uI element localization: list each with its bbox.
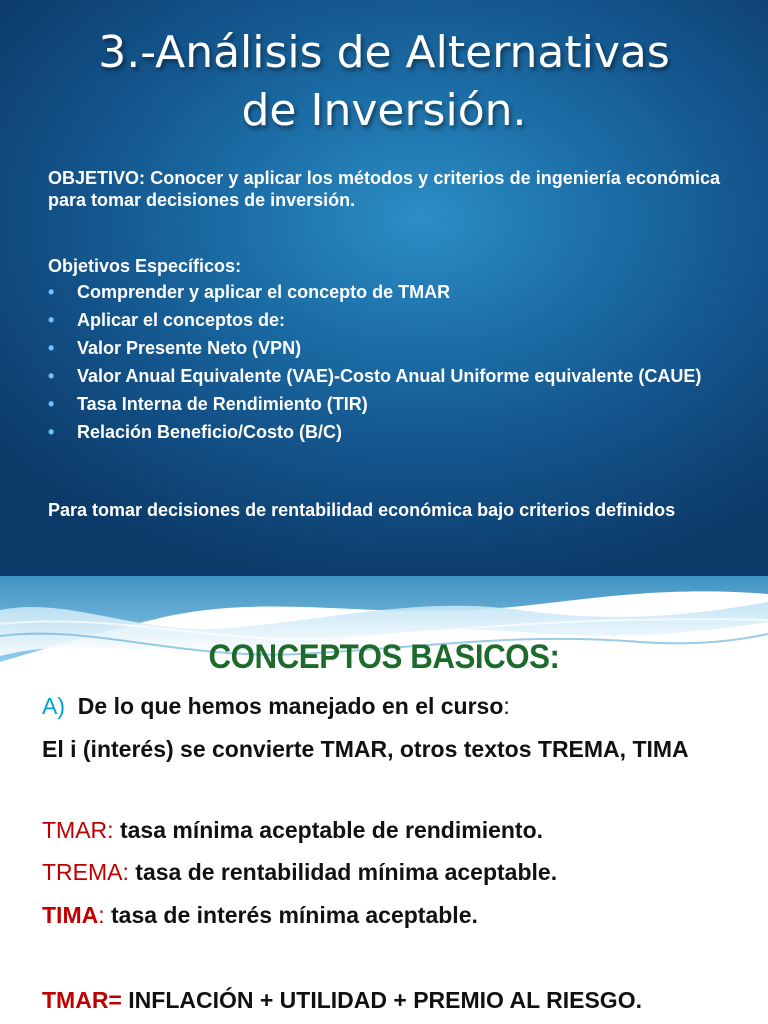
concept-a-line	[42, 690, 726, 723]
list-item	[48, 309, 720, 331]
bullet-icon: •	[48, 310, 55, 330]
bullet-icon: •	[48, 366, 55, 386]
trema-label: TREMA:	[42, 859, 129, 885]
slide-title	[0, 24, 768, 140]
bullet-icon: •	[48, 422, 55, 442]
list-item-text: Aplicar el conceptos de:	[77, 310, 286, 330]
tima-label: TIMA	[42, 902, 99, 928]
concept-a-text: De lo que hemos manejado en el curso	[77, 693, 504, 719]
concept-a-label: A)	[42, 693, 65, 719]
specific-objectives-list	[48, 281, 720, 449]
formula-text: INFLACIÓN + UTILIDAD + PREMIO AL RIESGO.	[121, 987, 642, 1013]
slide-basic-concepts	[0, 576, 768, 1024]
closing-paragraph: Para tomar decisiones de rentabilidad económica bajo criterios definidos	[48, 500, 676, 520]
tima-definition	[42, 899, 726, 932]
trema-definition	[42, 856, 726, 889]
list-item-text: Comprender y aplicar el concepto de TMAR	[77, 282, 451, 302]
bullet-icon: •	[48, 338, 55, 358]
interest-line: El i (interés) se convierte TMAR, otros textos TREMA, TIMA	[42, 736, 689, 762]
trema-text: tasa de rentabilidad mínima aceptable.	[128, 859, 558, 885]
list-item-text: Tasa Interna de Rendimiento (TIR)	[77, 394, 368, 414]
list-item	[48, 421, 720, 443]
list-item	[48, 393, 720, 415]
tmar-formula	[42, 984, 726, 1017]
list-item-text: Valor Anual Equivalente (VAE)-Costo Anual Uniforme equivalente (CAUE)	[77, 366, 702, 386]
slide-title-line1: 3.-Análisis de Alternativas	[98, 27, 670, 78]
formula-label: TMAR=	[42, 987, 122, 1013]
slide2-title: CONCEPTOS BASICOS:	[208, 638, 560, 676]
tmar-label: TMAR:	[42, 817, 114, 843]
list-item-text: Relación Beneficio/Costo (B/C)	[77, 422, 343, 442]
tmar-definition	[42, 814, 726, 847]
slide-title-line2: de Inversión.	[241, 85, 527, 136]
list-item-text: Valor Presente Neto (VPN)	[77, 338, 302, 358]
list-item	[48, 281, 720, 303]
tima-colon: :	[98, 902, 105, 928]
objective-text: Conocer y aplicar los métodos y criterios de ingeniería económica para tomar decisiones de inversión.	[48, 168, 720, 210]
tima-text: tasa de interés mínima aceptable.	[104, 902, 478, 928]
list-item	[48, 365, 720, 387]
bullet-icon: •	[48, 394, 55, 414]
specific-objectives-title: Objetivos Específicos:	[48, 256, 242, 276]
objective-label: OBJETIVO:	[48, 168, 146, 188]
tmar-text: tasa mínima aceptable de rendimiento.	[113, 817, 544, 843]
bullet-icon: •	[48, 282, 55, 302]
list-item	[48, 337, 720, 359]
concept-a-colon: :	[503, 693, 510, 719]
objective-paragraph	[48, 167, 720, 211]
